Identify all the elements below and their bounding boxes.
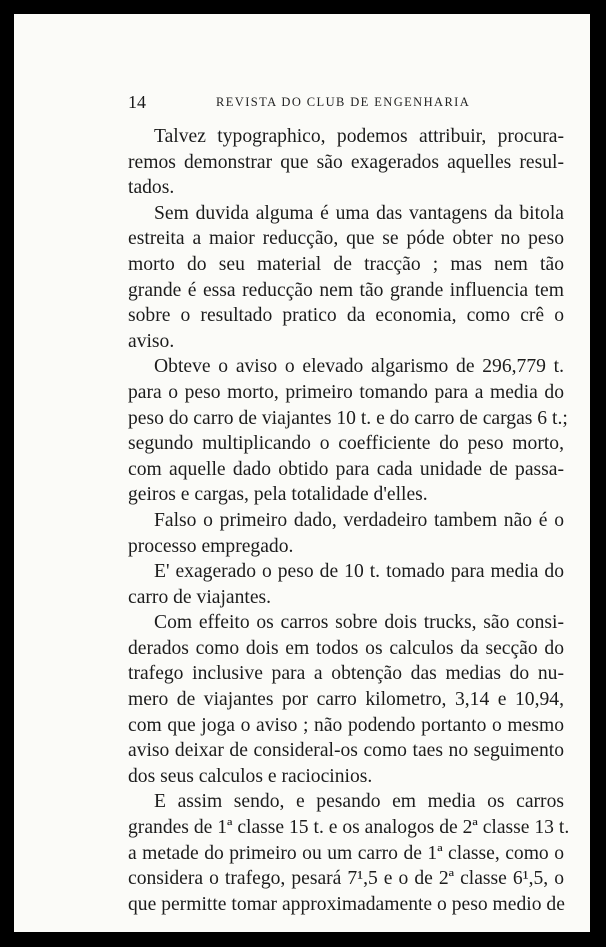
text-line: aviso deixar de consideral-os como taes no seguimento: [128, 740, 564, 762]
text-line: trafego inclusive para a obtenção das medias do nu-: [128, 663, 564, 685]
text-line: sobre o resultado pratico da economia, como crê o: [128, 305, 564, 327]
text-line: grande é essa reducção nem tão grande influencia tem: [128, 279, 564, 301]
text-line: carro de viajantes.: [128, 586, 272, 608]
body-text: [128, 124, 570, 917]
text-line: Sem duvida alguma é uma das vantagens da bitola: [154, 202, 564, 224]
text-line: peso do carro de viajantes 10 t. e do carro de cargas 6 t.;: [128, 407, 568, 429]
text-line: que permitte tomar approximadamente o peso medio de: [128, 893, 565, 915]
text-line: Com effeito os carros sobre dois trucks, são consi-: [154, 612, 564, 634]
text-line: com aquelle dado obtido para cada unidade de passa-: [128, 458, 564, 480]
text-line: Talvez typographico, podemos attribuir, procura-: [154, 126, 564, 147]
text-line: a metade do primeiro ou um carro de 1ª classe, como o: [128, 842, 564, 864]
page-number: 14: [128, 92, 146, 112]
text-line: considera o trafego, pesará 7¹,5 e o de 2ª classe 6¹,5, o: [128, 868, 564, 890]
text-line: estreita a maior reducção, que se póde obter no peso: [128, 228, 564, 250]
text-line: dos seus calculos e raciocinios.: [128, 765, 373, 787]
text-line: segundo multiplicando o coefficiente do peso morto,: [128, 433, 564, 455]
text-line: tados.: [128, 177, 175, 199]
text-line: com que joga o aviso ; não podendo portanto o mesmo: [128, 714, 564, 736]
text-line: grandes de 1ª classe 15 t. e os analogos de 2ª classe 13 t.: [128, 817, 570, 839]
text-line: para o peso morto, primeiro tomando para a media do: [128, 381, 564, 403]
text-line: mero de viajantes por carro kilometro, 3,14 e 10,94,: [128, 689, 564, 711]
text-line: aviso.: [128, 330, 175, 352]
text-line: E assim sendo, e pesando em media os carros: [154, 791, 564, 813]
text-line: geiros e cargas, pela totalidade d'elles.: [128, 484, 428, 506]
text-line: processo empregado.: [128, 535, 294, 557]
page-header: [128, 92, 566, 118]
text-line: Falso o primeiro dado, verdadeiro tambem não é o: [154, 509, 564, 531]
text-line: Obteve o aviso o elevado algarismo de 296,779 t.: [154, 356, 564, 378]
running-title: REVISTA DO CLUB DE ENGENHARIA: [216, 95, 471, 109]
book-page: [14, 14, 590, 932]
text-line: E' exagerado o peso de 10 t. tomado para media do: [154, 561, 564, 583]
text-line: remos demonstrar que são exagerados aquelles resul-: [128, 151, 564, 173]
text-line: morto do seu material de tracção ; mas nem tão: [128, 253, 564, 275]
text-line: derados como dois em todos os calculos da secção do: [128, 637, 564, 659]
